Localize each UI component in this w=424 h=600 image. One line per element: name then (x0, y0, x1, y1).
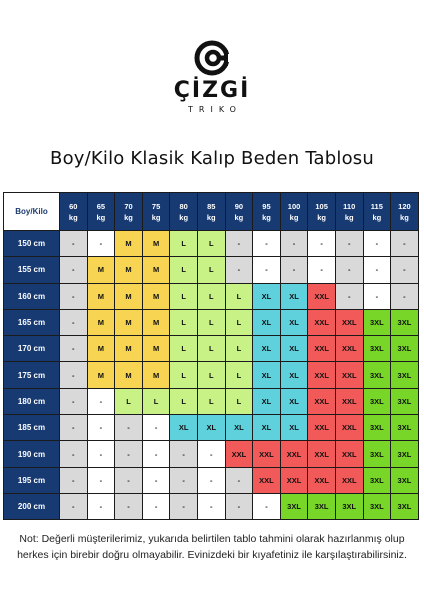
size-cell: L (115, 388, 143, 414)
size-cell: - (60, 231, 88, 257)
size-cell: - (391, 231, 419, 257)
size-cell: XL (253, 388, 281, 414)
size-cell: - (60, 467, 88, 493)
weight-unit: kg (124, 212, 133, 222)
size-cell: - (170, 467, 198, 493)
size-cell: - (391, 283, 419, 309)
height-label: 170 cm (4, 336, 60, 362)
size-cell: M (87, 309, 115, 335)
size-cell: - (170, 493, 198, 519)
table-row (4, 467, 419, 493)
size-cell: - (335, 231, 363, 257)
size-cell: - (60, 283, 88, 309)
size-cell: XXL (335, 441, 363, 467)
size-cell: XXL (335, 388, 363, 414)
size-cell: - (308, 257, 336, 283)
weight-unit: kg (68, 212, 78, 222)
size-cell: XL (280, 415, 308, 441)
size-cell: L (170, 231, 198, 257)
size-cell: - (363, 283, 391, 309)
size-cell: - (142, 467, 170, 493)
table-row (4, 441, 419, 467)
table-row (4, 283, 419, 309)
weight-unit: kg (206, 212, 216, 222)
size-cell: L (170, 388, 198, 414)
weight-unit: kg (262, 212, 271, 222)
weight-value: 85 (207, 201, 216, 211)
size-cell: XL (225, 415, 253, 441)
size-cell: XL (253, 336, 281, 362)
header-row (4, 193, 419, 231)
size-cell: - (197, 441, 225, 467)
size-cell: XL (170, 415, 198, 441)
size-cell: 3XL (363, 467, 391, 493)
weight-unit: kg (400, 212, 409, 222)
size-cell: 3XL (391, 388, 419, 414)
size-cell: L (142, 388, 170, 414)
size-cell: - (60, 309, 88, 335)
weight-unit: kg (179, 212, 189, 222)
weight-value: 110 (343, 201, 356, 211)
size-cell: - (253, 257, 281, 283)
size-cell: - (308, 231, 336, 257)
table-row (4, 415, 419, 441)
size-cell: - (225, 257, 253, 283)
height-label: 165 cm (4, 309, 60, 335)
height-label: 175 cm (4, 362, 60, 388)
size-cell: XL (253, 362, 281, 388)
size-cell: L (225, 388, 253, 414)
weight-header (115, 193, 143, 231)
weight-unit: kg (289, 212, 299, 222)
size-cell: L (225, 309, 253, 335)
size-cell: XXL (335, 467, 363, 493)
size-cell: L (225, 336, 253, 362)
size-cell: M (142, 231, 170, 257)
size-cell: - (115, 493, 143, 519)
size-cell: L (197, 231, 225, 257)
size-cell: - (335, 257, 363, 283)
size-cell: - (60, 362, 88, 388)
size-cell: M (87, 336, 115, 362)
size-cell: - (60, 493, 88, 519)
size-cell: XXL (308, 309, 336, 335)
weight-value: 105 (315, 201, 328, 211)
size-cell: 3XL (391, 493, 419, 519)
size-cell: - (87, 231, 115, 257)
cizgi-logo-icon (192, 38, 232, 78)
size-cell: XXL (308, 441, 336, 467)
weight-header (87, 193, 115, 231)
table-row (4, 231, 419, 257)
size-cell: 3XL (363, 415, 391, 441)
size-cell: M (87, 283, 115, 309)
size-cell: XXL (308, 336, 336, 362)
weight-unit: kg (96, 212, 106, 222)
size-cell: 3XL (363, 309, 391, 335)
size-cell: - (363, 231, 391, 257)
size-cell: - (60, 257, 88, 283)
size-cell: L (197, 388, 225, 414)
size-cell: L (170, 336, 198, 362)
size-cell: 3XL (391, 441, 419, 467)
size-cell: M (115, 231, 143, 257)
brand-name: ÇİZGİ (173, 78, 251, 103)
size-cell: 3XL (308, 493, 336, 519)
size-cell: - (60, 441, 88, 467)
weight-unit: kg (372, 212, 382, 222)
size-cell: L (225, 283, 253, 309)
size-cell: - (87, 493, 115, 519)
size-cell: 3XL (335, 493, 363, 519)
size-cell: XL (197, 415, 225, 441)
size-cell: 3XL (280, 493, 308, 519)
size-cell: M (115, 362, 143, 388)
size-cell: M (115, 257, 143, 283)
weight-value: 95 (262, 201, 271, 211)
size-cell: XXL (225, 441, 253, 467)
size-cell: XL (280, 309, 308, 335)
weight-value: 75 (151, 201, 161, 211)
weight-header (308, 193, 336, 231)
weight-unit: kg (151, 212, 161, 222)
size-cell: 3XL (363, 441, 391, 467)
size-cell: - (197, 493, 225, 519)
size-cell: - (335, 283, 363, 309)
weight-value: 120 (398, 201, 411, 211)
size-cell: - (225, 467, 253, 493)
size-cell: - (60, 336, 88, 362)
size-cell: L (197, 362, 225, 388)
size-cell: - (142, 441, 170, 467)
size-cell: M (115, 283, 143, 309)
size-cell: 3XL (391, 415, 419, 441)
size-cell: - (225, 493, 253, 519)
size-cell: L (170, 257, 198, 283)
weight-header (170, 193, 198, 231)
weight-value: 115 (370, 201, 383, 211)
brand-subtitle: TRIKO (188, 105, 242, 114)
brand-logo (0, 38, 424, 114)
size-cell: L (170, 283, 198, 309)
weight-unit: kg (234, 212, 244, 222)
size-cell: XXL (308, 388, 336, 414)
height-label: 160 cm (4, 283, 60, 309)
height-label: 190 cm (4, 441, 60, 467)
table-body (4, 231, 419, 520)
size-table (3, 192, 419, 520)
size-cell: XXL (308, 283, 336, 309)
size-cell: - (87, 388, 115, 414)
weight-header (280, 193, 308, 231)
size-cell: 3XL (391, 362, 419, 388)
size-cell: - (280, 231, 308, 257)
size-cell: XXL (335, 336, 363, 362)
height-label: 200 cm (4, 493, 60, 519)
size-cell: XXL (308, 415, 336, 441)
size-cell: - (280, 257, 308, 283)
size-cell: M (115, 336, 143, 362)
size-cell: M (142, 362, 170, 388)
size-cell: XL (280, 362, 308, 388)
size-cell: 3XL (363, 362, 391, 388)
size-cell: L (197, 283, 225, 309)
size-cell: XL (280, 283, 308, 309)
page-title: Boy/Kilo Klasik Kalıp Beden Tablosu (50, 148, 374, 169)
size-cell: XL (253, 283, 281, 309)
table-row (4, 388, 419, 414)
size-cell: 3XL (391, 309, 419, 335)
size-cell: - (115, 441, 143, 467)
height-label: 180 cm (4, 388, 60, 414)
size-cell: M (87, 362, 115, 388)
weight-value: 70 (124, 201, 133, 211)
size-cell: XL (280, 336, 308, 362)
weight-header (197, 193, 225, 231)
weight-header (335, 193, 363, 231)
size-cell: M (142, 257, 170, 283)
weight-value: 60 (69, 201, 78, 211)
height-label: 195 cm (4, 467, 60, 493)
table-row (4, 362, 419, 388)
disclaimer-note: Not: Değerli müşterilerimiz, yukarıda belirtilen tablo tahmini olarak hazırlanmış olup herkes için birebir doğru olmayabilir. Evinizdeki bir kıyafetiniz ile karşılaştırabilirsiniz. (17, 533, 407, 561)
weight-value: 80 (179, 201, 188, 211)
weight-header (225, 193, 253, 231)
weight-value: 100 (287, 201, 301, 211)
size-cell: - (253, 231, 281, 257)
size-cell: - (60, 415, 88, 441)
size-cell: - (142, 415, 170, 441)
weight-header (142, 193, 170, 231)
size-cell: XXL (280, 467, 308, 493)
weight-unit: kg (344, 212, 354, 222)
size-cell: - (391, 257, 419, 283)
size-cell: - (253, 493, 281, 519)
size-cell: XL (253, 415, 281, 441)
size-cell: M (115, 309, 143, 335)
size-cell: - (115, 467, 143, 493)
size-cell: - (115, 415, 143, 441)
size-chart (3, 192, 419, 520)
height-label: 155 cm (4, 257, 60, 283)
size-cell: M (142, 309, 170, 335)
size-cell: XXL (280, 441, 308, 467)
size-cell: 3XL (391, 336, 419, 362)
size-cell: L (170, 309, 198, 335)
size-cell: L (225, 362, 253, 388)
size-cell: L (197, 309, 225, 335)
height-label: 185 cm (4, 415, 60, 441)
weight-header (391, 193, 419, 231)
weight-unit: kg (317, 212, 327, 222)
weight-value: 90 (234, 201, 244, 211)
table-row (4, 309, 419, 335)
size-cell: - (197, 467, 225, 493)
size-cell: - (87, 441, 115, 467)
size-cell: M (142, 283, 170, 309)
size-cell: 3XL (363, 388, 391, 414)
size-cell: - (87, 467, 115, 493)
size-cell: 3XL (363, 493, 391, 519)
table-row (4, 493, 419, 519)
size-cell: L (197, 257, 225, 283)
size-cell: - (60, 388, 88, 414)
size-cell: XXL (253, 467, 281, 493)
size-cell: 3XL (363, 336, 391, 362)
size-cell: XXL (308, 467, 336, 493)
weight-value: 65 (96, 201, 106, 211)
size-cell: 3XL (391, 467, 419, 493)
size-cell: M (87, 257, 115, 283)
size-cell: XL (280, 388, 308, 414)
weight-header (253, 193, 281, 231)
size-cell: - (87, 415, 115, 441)
size-cell: L (170, 362, 198, 388)
size-cell: - (142, 493, 170, 519)
size-cell: - (170, 441, 198, 467)
size-cell: XXL (335, 415, 363, 441)
table-row (4, 257, 419, 283)
height-label: 150 cm (4, 231, 60, 257)
size-cell: L (197, 336, 225, 362)
size-cell: XXL (335, 309, 363, 335)
weight-header (363, 193, 391, 231)
size-cell: XXL (308, 362, 336, 388)
weight-header (60, 193, 88, 231)
size-cell: - (225, 231, 253, 257)
size-cell: - (363, 257, 391, 283)
corner-label: Boy/Kilo (4, 193, 60, 231)
size-cell: XL (253, 309, 281, 335)
size-cell: M (142, 336, 170, 362)
size-cell: XXL (253, 441, 281, 467)
size-cell: XXL (335, 362, 363, 388)
table-row (4, 336, 419, 362)
